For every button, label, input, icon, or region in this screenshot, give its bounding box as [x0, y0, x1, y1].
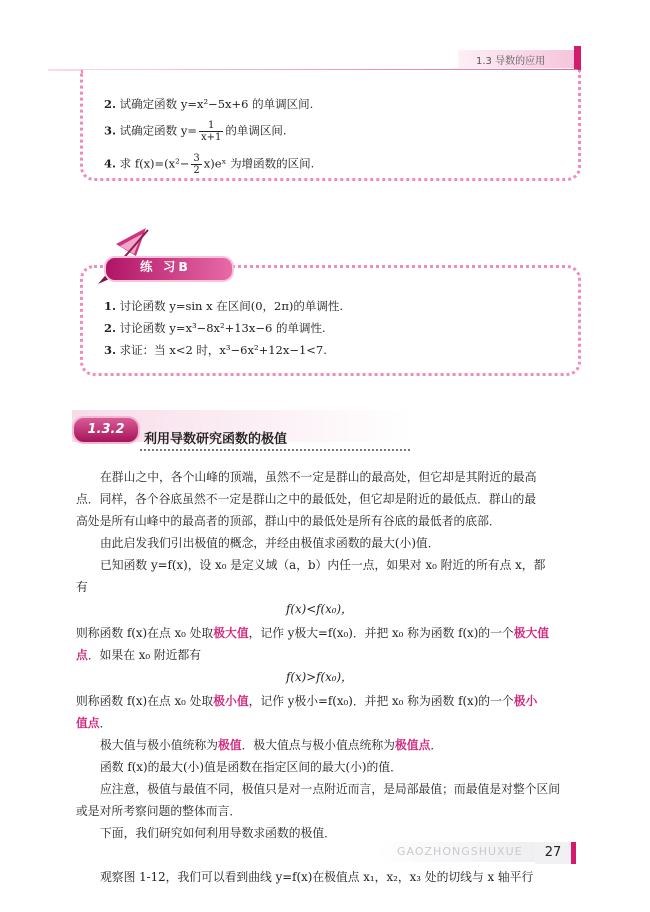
- fraction-denominator: x+1: [200, 132, 222, 143]
- paragraph-line: [76, 714, 111, 731]
- exercise-text: x)eˣ 为增函数的区间.: [203, 156, 315, 171]
- paragraph-line: 函数 f(x)的最大(小)值是函数在指定区间的最大(小)的值．: [100, 760, 402, 774]
- text-run: ．: [430, 738, 443, 752]
- text-run: ．: [99, 716, 112, 730]
- keyword: 极大值: [213, 626, 249, 640]
- paragraph-line: 已知函数 y=f(x)，设 x₀ 是定义域（a，b）内任一点，如果对 x₀ 附近的所有点 x，都: [100, 558, 546, 572]
- running-header: 1.3 导数的应用: [476, 56, 546, 67]
- fraction-denominator: 2: [193, 165, 200, 176]
- fraction: [191, 153, 201, 176]
- keyword: 极小: [513, 694, 538, 708]
- text-run: 则称函数 f(x)在点 x₀ 处取: [76, 694, 214, 708]
- text-run: 极大值与极小值统称为: [100, 738, 218, 752]
- section-number: 1.3.2: [72, 416, 140, 444]
- practice-number: 2.: [104, 321, 117, 335]
- practice-text: 讨论函数 y=sin x 在区间(0，2π)的单调性.: [119, 299, 344, 313]
- practice-item: [104, 298, 343, 314]
- text-run: ，记作 y极小=f(x₀)．并把 x₀ 称为函数 f(x)的一个: [248, 694, 514, 708]
- section-dotted-rule: [140, 449, 410, 451]
- inequality: f(x)>f(x₀)，: [286, 670, 353, 684]
- exercise-text: 试确定函数 y=: [119, 123, 197, 138]
- paragraph-line: 在群山之中，各个山峰的顶端，虽然不一定是群山的最高处，但它却是其附近的最高: [100, 470, 537, 484]
- exercise-item: [104, 153, 314, 176]
- practice-text: 求证：当 x<2 时，x³−6x²+12x−1<7.: [119, 343, 327, 357]
- text-run: ．如果在 x₀ 附近都有: [87, 648, 202, 662]
- paragraph-line: [76, 646, 201, 663]
- keyword: 极值: [217, 738, 242, 752]
- text-run: ．极大值点与极小值点统称为: [241, 738, 395, 752]
- keyword: 值点: [76, 716, 100, 730]
- paragraph-line: 有: [76, 580, 88, 594]
- exercise-text: 求 f(x)=(x²−: [119, 156, 190, 171]
- exercise-number: 3.: [104, 123, 117, 138]
- paragraph-line: 点．同样，各个谷底虽然不一定是群山之中的最低处，但它却是附近的最低点．群山的最: [76, 492, 537, 506]
- text-run: ，记作 y极大=f(x₀)．并把 x₀ 称为函数 f(x)的一个: [248, 626, 514, 640]
- keyword: 极大值: [513, 626, 550, 640]
- exercise-item: [104, 96, 313, 112]
- practice-badge-label: 练 习B: [140, 259, 191, 274]
- exercise-number: 4.: [104, 156, 117, 171]
- header-accent-block: [574, 46, 581, 71]
- keyword: 点: [76, 648, 88, 662]
- exercise-item: [104, 120, 287, 143]
- practice-item: [104, 320, 326, 336]
- keyword: 极值点: [394, 738, 431, 752]
- paragraph-line: [100, 736, 442, 753]
- practice-text: 讨论函数 y=x³−8x²+13x−6 的单调性.: [119, 321, 326, 335]
- exercise-number: 2.: [104, 97, 117, 111]
- practice-item: [104, 342, 327, 358]
- paragraph-line: [76, 624, 549, 641]
- paragraph-line: 由此启发我们引出极值的概念，并经由极值求函数的最大(小)值．: [100, 536, 440, 550]
- page-number: 27: [535, 842, 576, 864]
- footer-watermark: GAOZHONGSHUXUE: [397, 845, 523, 858]
- practice-badge: [86, 226, 236, 286]
- keyword: 极小值: [213, 694, 249, 708]
- paragraph-line: 高处是所有山峰中的最高者的顶部，群山中的最低处是所有谷底的最低者的底部．: [76, 514, 501, 528]
- paragraph-line: 或是对所考察问题的整体而言．: [76, 804, 242, 818]
- fraction-numerator: 1: [199, 120, 223, 132]
- practice-number: 1.: [104, 299, 117, 313]
- inequality: f(x)<f(x₀)，: [286, 602, 353, 616]
- paragraph-line: 应注意，极值与最值不同，极值只是对一点附近而言，是局部最值；而最值是对整个区间: [100, 782, 561, 796]
- paragraph-line: 观察图 1-12，我们可以看到曲线 y=f(x)在极值点 x₁，x₂，x₃ 处的切线与 x 轴平行: [100, 870, 534, 884]
- paragraph-line: [76, 692, 537, 709]
- text-run: 则称函数 f(x)在点 x₀ 处取: [76, 626, 214, 640]
- paragraph-line: 下面，我们研究如何利用导数求函数的极值．: [100, 826, 336, 840]
- exercise-text: 的单调区间.: [225, 123, 287, 138]
- exercise-text: 试确定函数 y=x²−5x+6 的单调区间.: [119, 97, 314, 111]
- section-title: 利用导数研究函数的极值: [144, 432, 288, 447]
- practice-number: 3.: [104, 343, 117, 357]
- fraction: [199, 120, 223, 143]
- fraction-numerator: 3: [193, 153, 200, 164]
